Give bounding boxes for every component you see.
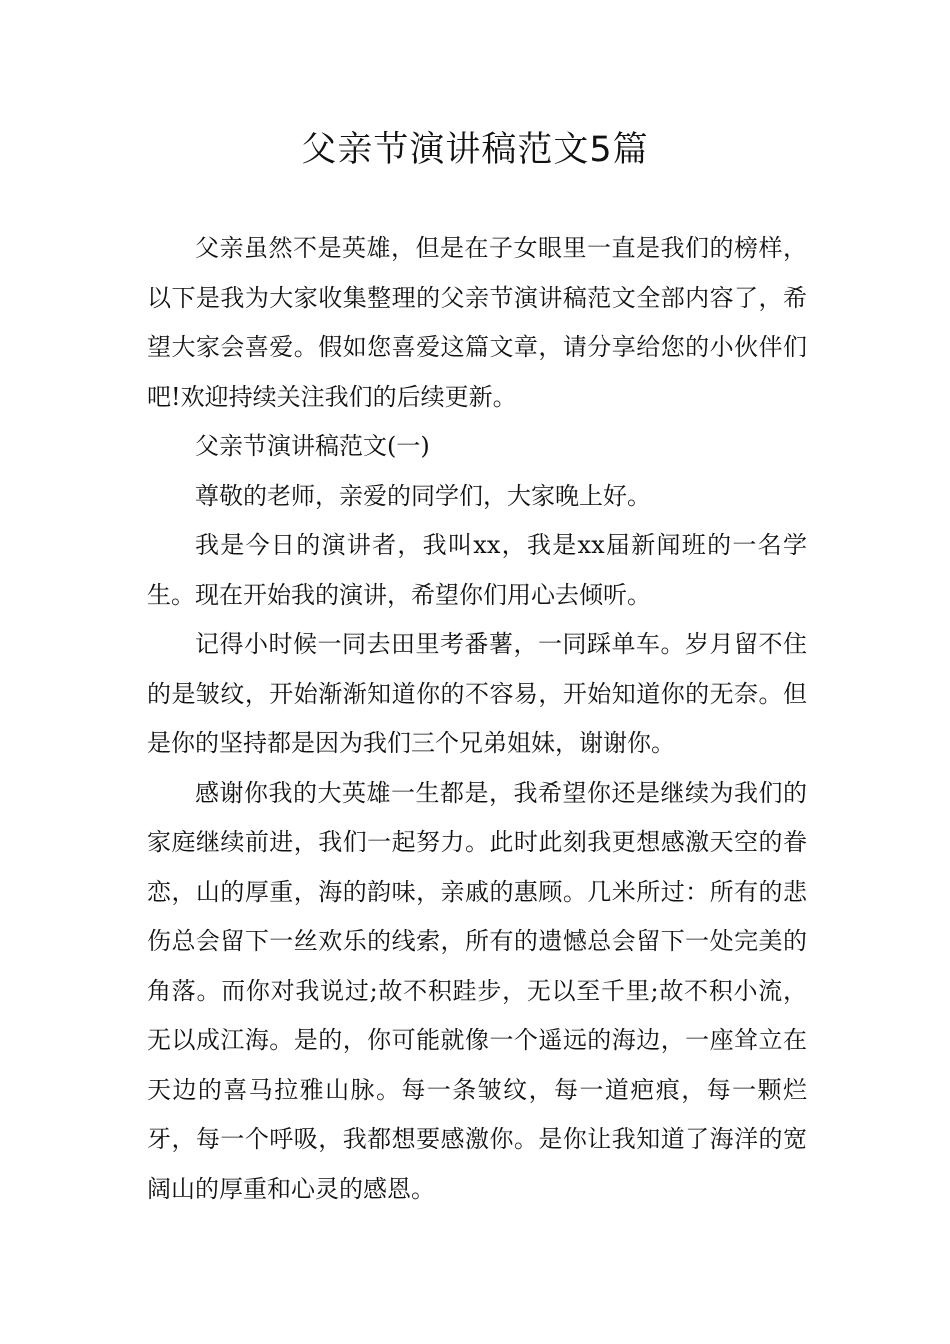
document-body [147, 224, 807, 1214]
document-title: 父亲节演讲稿范文5篇 [301, 130, 649, 170]
paragraph-greeting: 尊敬的老师，亲爱的同学们，大家晚上好。 [195, 481, 651, 510]
paragraph-self-intro: 我是今日的演讲者，我叫xx，我是xx届新闻班的一名学生。现在开始我的演讲，希望你们用心去倾听。 [147, 531, 807, 609]
paragraph-intro: 父亲虽然不是英雄，但是在子女眼里一直是我们的榜样，以下是我为大家收集整理的父亲节演讲稿范文全部内容了，希望大家会喜爱。假如您喜爱这篇文章，请分享给您的小伙伴们吧!欢迎持续关注我们的后续更新。 [147, 234, 807, 411]
paragraph-gratitude: 感谢你我的大英雄一生都是，我希望你还是继续为我们的家庭继续前进，我们一起努力。此时此刻我更想感激天空的眷恋，山的厚重，海的韵味，亲戚的惠顾。几米所过：所有的悲伤总会留下一丝欢乐的线索，所有的遗憾总会留下一处完美的角落。而你对我说过;故不积跬步，无以至千里;故不积小流，无以成江海。是的，你可能就像一个遥远的海边，一座耸立在天边的喜马拉雅山脉。每一条皱纹，每一道疤痕，每一颗烂牙，每一个呼吸，我都想要感激你。是你让我知道了海洋的宽阔山的厚重和心灵的感恩。 [147, 778, 807, 1203]
paragraph-section-heading: 父亲节演讲稿范文(一) [195, 432, 430, 460]
paragraph-memories: 记得小时候一同去田里考番薯，一同踩单车。岁月留不住的是皱纹，开始渐渐知道你的不容易，开始知道你的无奈。但是你的坚持都是因为我们三个兄弟姐妹，谢谢你。 [147, 630, 807, 757]
